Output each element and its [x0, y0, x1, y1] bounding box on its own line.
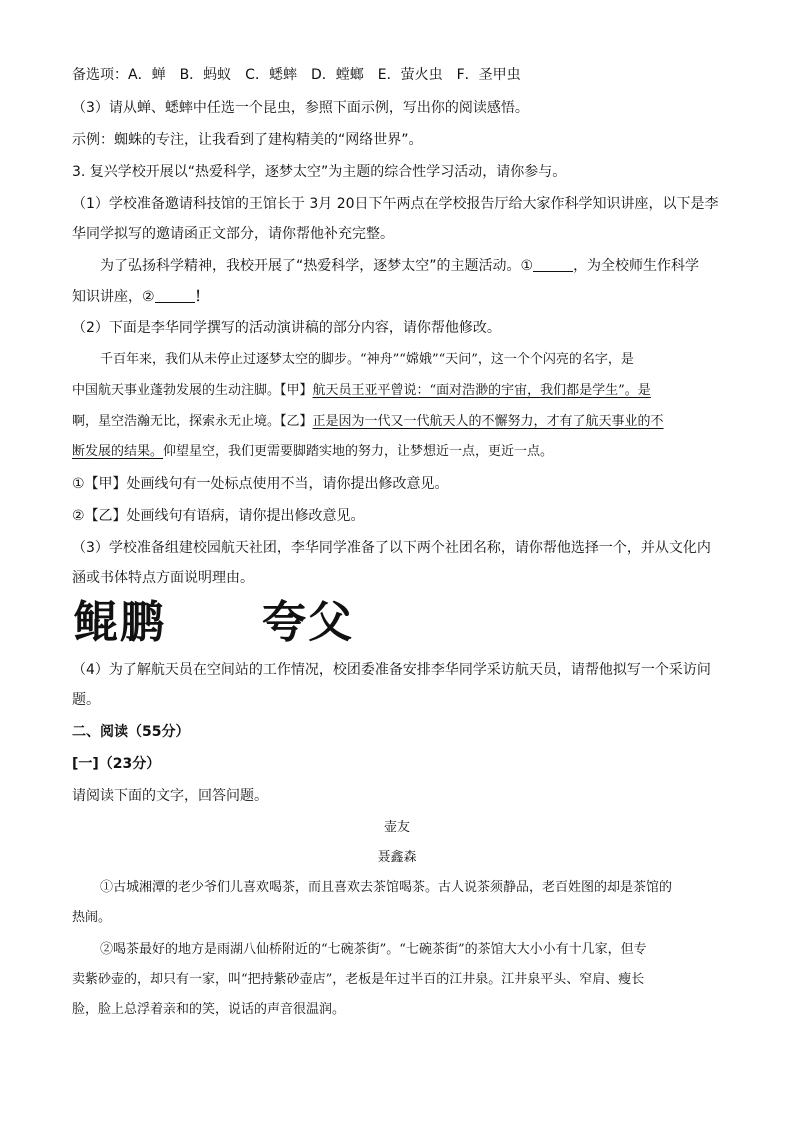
paragraph-1-line2: 热闹。: [72, 910, 112, 925]
q3-sub1-line2: 华同学拟写的邀请函正文部分，请你帮他补充完整。: [72, 226, 394, 242]
invitation-text-d: ！: [194, 289, 209, 305]
speech-text: 中国航天事业蓬勃发展的生动注脚。【甲】: [72, 383, 313, 398]
q3-sub4-line2: 题。: [72, 692, 100, 708]
underlined-sentence-yi-end: 断发展的结果。: [72, 444, 164, 459]
paragraph-2-line1: ②喝茶最好的地方是雨湖八仙桥附近的“七碗茶街”。“七碗茶街”的茶馆大大小小有十几家，但专: [100, 942, 647, 957]
paragraph-2-line2: 卖紫砂壶的，却只有一家，叫“把持紫砂壶店”，老板是年过半百的江井泉。江井泉平头、窄肩、瘦长: [72, 972, 645, 987]
speech-text: 啊，星空浩瀚无比，探索永无止境。【乙】: [72, 414, 313, 429]
speech-line4: [72, 442, 553, 462]
q3-sub2-item2: ②【乙】处画线句有语病，请你提出修改意见。: [72, 508, 365, 524]
article-title: 壶友: [383, 820, 410, 835]
speech-line2: [72, 381, 651, 401]
q3-title: 3. 复兴学校开展以“热爱科学，逐梦太空”为主题的综合性学习活动，请你参与。: [72, 164, 567, 180]
q2-example: 示例：蜘蛛的专注，让我看到了建构精美的“网络世界”。: [72, 132, 423, 148]
article-author: 聂鑫森: [377, 850, 417, 865]
q2-sub3: （3）请从蝉、蟋蟀中任选一个昆虫，参照下面示例，写出你的阅读感悟。: [72, 100, 529, 116]
club-name-kuafu: 夸父: [262, 597, 354, 648]
speech-line3: [72, 412, 664, 432]
q3-sub4-line1: （4）为了解航天员在空间站的工作情况，校团委准备安排李华同学采访航天员，请帮他拟写一个采访问: [72, 662, 711, 678]
section-heading: 二、阅读（55分）: [72, 724, 190, 740]
underlined-sentence-yi: 正是因为一代又一代航天人的不懈努力，才有了航天事业的不: [312, 414, 664, 429]
blank-2[interactable]: [155, 288, 195, 303]
reading-instruction: 请阅读下面的文字，回答问题。: [72, 788, 268, 804]
invitation-text-a: 为了弘扬科学精神，我校开展了“热爱科学，逐梦太空”的主题活动。①: [100, 258, 534, 274]
invitation-line2: [72, 287, 209, 307]
blank-1[interactable]: [533, 257, 573, 272]
invitation-line1: [100, 256, 699, 276]
paragraph-1-line1: ①古城湘潭的老少爷们儿喜欢喝茶，而且喜欢去茶馆喝茶。古人说茶须静品，老百姓图的却是茶馆的: [100, 880, 673, 895]
invitation-text-b: ，为全校师生作科学: [573, 258, 700, 274]
club-name-kunpeng: 鲲鹏: [74, 597, 166, 648]
q3-sub1-line1: （1）学校准备邀请科技馆的王馆长于 3月 20日下午两点在学校报告厅给大家作科学知识讲座，以下是李: [72, 196, 719, 212]
underlined-sentence-jia: 航天员王亚平曾说：“面对浩渺的宇宙，我们都是学生”。是: [312, 383, 651, 398]
speech-text: 仰望星空，我们更需要脚踏实地的努力，让梦想近一点，更近一点。: [163, 444, 554, 459]
paragraph-2-line3: 脸，脸上总浮着亲和的笑，说话的声音很温润。: [72, 1002, 346, 1017]
part-heading: [一]（23分）: [72, 756, 161, 772]
speech-line1: 千百年来，我们从未停止过逐梦太空的脚步。“神舟”“嫦娥”“天问”，这一个个闪亮的名字，是: [100, 352, 634, 367]
q3-sub2: （2）下面是李华同学撰写的活动演讲稿的部分内容，请你帮他修改。: [72, 320, 501, 336]
q2-options: 备选项：A．蝉 B．蚂蚁 C．蟋蟀 D．螳螂 E．萤火虫 F．圣甲虫: [72, 67, 521, 83]
invitation-text-c: 知识讲座，②: [72, 289, 155, 305]
q3-sub3-line2: 涵或书体特点方面说明理由。: [72, 570, 254, 586]
q3-sub3-line1: （3）学校准备组建校园航天社团，李华同学准备了以下两个社团名称，请你帮他选择一个，并从文化内: [72, 540, 711, 556]
q3-sub2-item1: ①【甲】处画线句有一处标点使用不当，请你提出修改意见。: [72, 476, 449, 492]
